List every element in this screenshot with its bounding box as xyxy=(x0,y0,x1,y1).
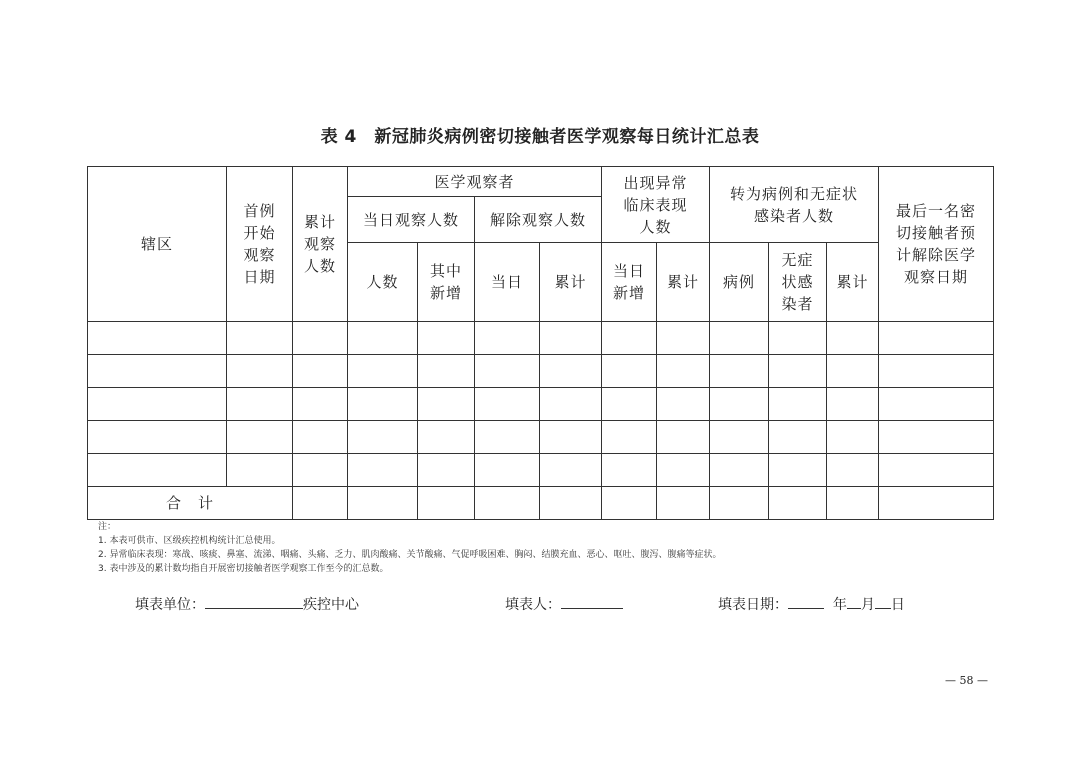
header-today-observed: 当日观察人数 xyxy=(348,197,475,243)
filler xyxy=(505,592,623,614)
table-row xyxy=(88,322,994,355)
reporting-unit xyxy=(135,592,359,614)
table-row xyxy=(88,355,994,388)
header-cases: 病例 xyxy=(710,243,769,322)
note-item: 3. 表中涉及的累计数均指自开展密切接触者医学观察工作至今的汇总数。 xyxy=(98,564,389,574)
form-footer xyxy=(0,592,1080,616)
table-row xyxy=(88,421,994,454)
header-released-today: 当日 xyxy=(475,243,540,322)
filler-blank[interactable] xyxy=(561,592,623,609)
header-district: 辖区 xyxy=(88,167,227,322)
header-abnormal-today-new: 当日 新增 xyxy=(602,243,657,322)
year-label: 年 xyxy=(832,597,847,613)
month-blank[interactable] xyxy=(847,592,861,609)
date-label: 填表日期： xyxy=(718,597,788,613)
summary-table xyxy=(87,166,994,520)
month-label: 月 xyxy=(860,597,875,613)
unit-blank[interactable] xyxy=(205,592,303,609)
header-cumulative-observed: 累计 观察 人数 xyxy=(293,167,348,322)
header-released-total: 累计 xyxy=(540,243,602,322)
table-row xyxy=(88,388,994,421)
unit-label: 填表单位： xyxy=(135,597,205,613)
page-number: — 58 — xyxy=(945,674,988,687)
table-row xyxy=(88,454,994,487)
note-item: 1. 本表可供市、区级疾控机构统计汇总使用。 xyxy=(98,536,281,546)
header-converted: 转为病例和无症状 感染者人数 xyxy=(710,167,879,243)
header-abnormal-total: 累计 xyxy=(657,243,710,322)
filler-label: 填表人： xyxy=(505,597,561,613)
day-label: 日 xyxy=(890,597,905,613)
header-released: 解除观察人数 xyxy=(475,197,602,243)
total-row xyxy=(88,487,994,520)
day-blank[interactable] xyxy=(875,592,891,609)
header-asymptomatic: 无症 状感 染者 xyxy=(769,243,827,322)
year-blank[interactable] xyxy=(788,592,824,609)
notes-heading: 注： xyxy=(98,522,117,532)
header-first-date: 首例 开始 观察 日期 xyxy=(227,167,293,322)
fill-date xyxy=(718,592,905,614)
notes xyxy=(98,520,721,576)
header-last-release-date: 最后一名密 切接触者预 计解除医学 观察日期 xyxy=(879,167,994,322)
header-abnormal: 出现异常 临床表现 人数 xyxy=(602,167,710,243)
total-row-label: 合 计 xyxy=(88,487,293,520)
table-title: 表 4 新冠肺炎病例密切接触者医学观察每日统计汇总表 xyxy=(320,127,760,147)
header-new-added: 其中 新增 xyxy=(418,243,475,322)
note-item: 2. 异常临床表现：寒战、咳痰、鼻塞、流涕、咽痛、头痛、乏力、肌肉酸痛、关节酸痛、气促呼吸困难、胸闷、结膜充血、恶心、呕吐、腹泻、腹痛等症状。 xyxy=(98,550,722,560)
header-medical-observation: 医学观察者 xyxy=(348,167,602,197)
unit-suffix: 疾控中心 xyxy=(303,597,359,613)
header-converted-total: 累计 xyxy=(827,243,879,322)
header-count: 人数 xyxy=(348,243,418,322)
